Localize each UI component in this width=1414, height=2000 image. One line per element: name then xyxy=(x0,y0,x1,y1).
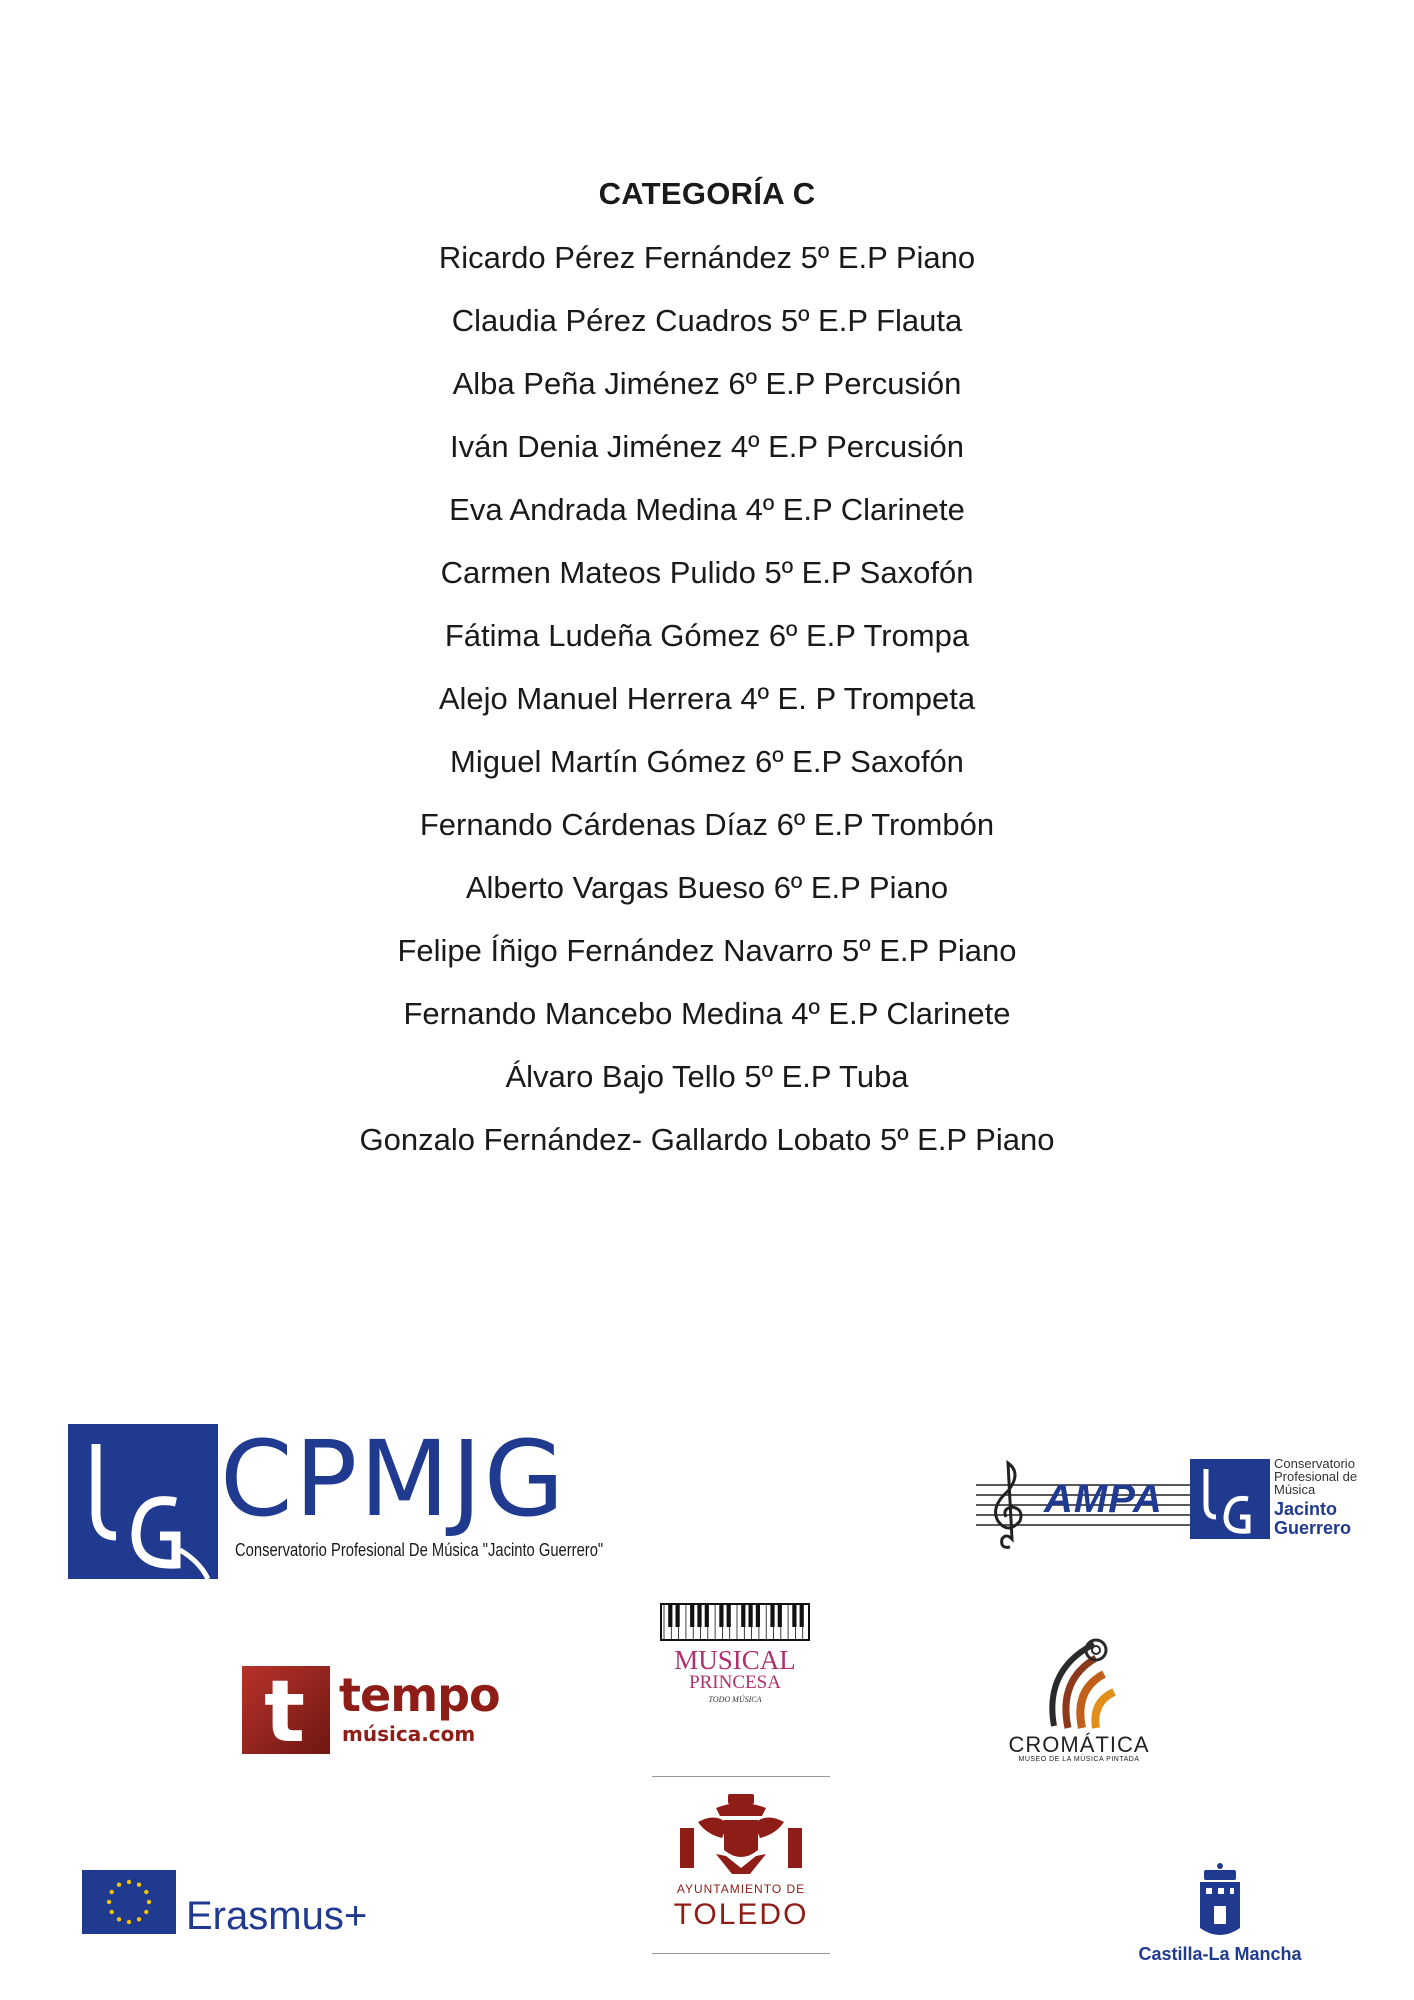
participant-item: Alba Peña Jiménez 6º E.P Percusión xyxy=(452,366,962,401)
participant-item: Eva Andrada Medina 4º E.P Clarinete xyxy=(449,492,965,527)
cpmjg-subtitle: Conservatorio Profesional De Música "Jacinto Guerrero" xyxy=(235,1540,604,1560)
musical-princesa-line2: PRINCESA xyxy=(689,1672,781,1693)
participant-item: Fátima Ludeña Gómez 6º E.P Trompa xyxy=(444,618,970,653)
cromatica-subtitle: MUSEO DE LA MÚSICA PINTADA xyxy=(1018,1756,1140,1763)
jg-monogram-icon xyxy=(68,1424,218,1579)
clm-wordmark: Castilla-La Mancha xyxy=(1138,1944,1302,1964)
swirl-icon xyxy=(1034,1630,1124,1730)
toledo-line2: TOLEDO xyxy=(673,1898,809,1931)
participant-item: Iván Denia Jiménez 4º E.P Percusión xyxy=(450,429,964,464)
participant-list xyxy=(0,230,1414,1175)
tempo-t-icon: t xyxy=(242,1666,330,1754)
piano-keys-icon xyxy=(660,1603,810,1643)
participant-item: Claudia Pérez Cuadros 5º E.P Flauta xyxy=(451,303,963,338)
divider xyxy=(652,1953,830,1954)
cromatica-logo xyxy=(994,1630,1164,1765)
jg-monogram-icon xyxy=(1190,1459,1270,1539)
participant-item: Fernando Cárdenas Díaz 6º E.P Trombón xyxy=(419,807,995,842)
cromatica-wordmark: CROMÁTICA xyxy=(1008,1732,1150,1757)
eu-flag-icon xyxy=(82,1870,176,1934)
toledo-line1: AYUNTAMIENTO DE xyxy=(676,1882,806,1896)
castle-emblem-icon xyxy=(1190,1862,1250,1942)
ampa-logo xyxy=(972,1455,1372,1555)
ampa-caption-small: Conservatorio Profesional de Música xyxy=(1274,1456,1358,1497)
divider xyxy=(652,1776,830,1777)
participant-item: Alejo Manuel Herrera 4º E. P Trompeta xyxy=(438,681,976,716)
musical-princesa-tagline: TODO MÚSICA xyxy=(708,1695,762,1704)
ampa-caption-bold: Jacinto Guerrero xyxy=(1274,1499,1352,1538)
castilla-la-mancha-logo xyxy=(1130,1862,1310,1972)
erasmus-wordmark: Erasmus+ xyxy=(186,1894,368,1938)
participant-item: Álvaro Bajo Tello 5º E.P Tuba xyxy=(505,1059,909,1094)
tempo-wordmark: tempo xyxy=(339,1668,500,1722)
participant-item: Felipe Íñigo Fernández Navarro 5º E.P Piano xyxy=(397,933,1017,968)
tempo-musica-logo xyxy=(242,1662,500,1762)
musical-princesa-line1: MUSICAL xyxy=(674,1645,796,1675)
cpmjg-wordmark: CPMJG xyxy=(220,1418,567,1540)
participant-item: Miguel Martín Gómez 6º E.P Saxofón xyxy=(450,744,964,779)
category-title: CATEGORÍA C xyxy=(598,176,816,211)
participant-item: Carmen Mateos Pulido 5º E.P Saxofón xyxy=(440,555,974,590)
ampa-wordmark: AMPA xyxy=(1044,1477,1163,1521)
cpmjg-logo xyxy=(68,1418,604,1579)
participant-item: Fernando Mancebo Medina 4º E.P Clarinete xyxy=(403,996,1011,1031)
participant-item: Ricardo Pérez Fernández 5º E.P Piano xyxy=(438,240,976,275)
ayuntamiento-toledo-logo xyxy=(652,1776,830,1954)
toledo-coat-of-arms-icon xyxy=(676,1794,806,1880)
erasmus-plus-logo xyxy=(82,1870,402,1940)
musical-princesa-logo xyxy=(660,1603,810,1713)
participant-item: Alberto Vargas Bueso 6º E.P Piano xyxy=(465,870,949,905)
participant-item: Gonzalo Fernández- Gallardo Lobato 5º E.P Piano xyxy=(359,1122,1055,1157)
tempo-domain: música.com xyxy=(342,1722,476,1746)
